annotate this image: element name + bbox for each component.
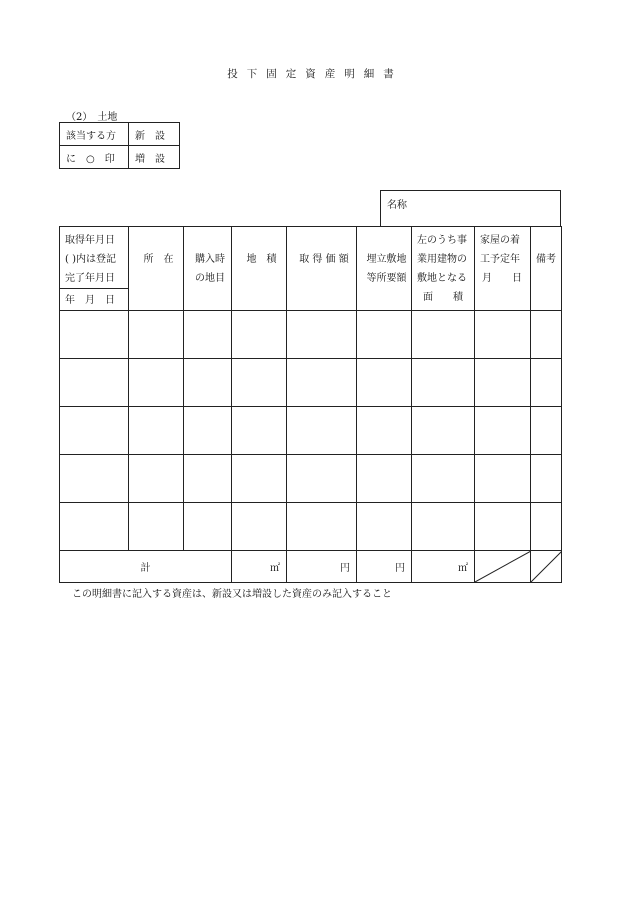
name-box[interactable] [380, 190, 561, 227]
cell[interactable] [184, 455, 232, 503]
cell[interactable] [129, 359, 184, 407]
construction-line1: 家屋の着 [480, 235, 520, 246]
cell[interactable] [475, 311, 531, 359]
cell[interactable] [232, 311, 287, 359]
date-line3: 完了年月日 [65, 273, 115, 284]
cell[interactable] [60, 455, 129, 503]
col-header-location [129, 227, 184, 311]
reclaim-line2: 等所要額 [366, 273, 407, 284]
checkbox-label-line1: 該当する方 [60, 123, 129, 146]
cell[interactable] [531, 311, 562, 359]
cell[interactable] [232, 407, 287, 455]
option-new[interactable]: 新 設 [129, 123, 180, 146]
cell[interactable] [60, 359, 129, 407]
cell[interactable] [287, 455, 357, 503]
remarks-label: 備考 [536, 254, 556, 265]
construction-line3: 月 日 [482, 273, 522, 284]
location-label: 所 在 [143, 254, 174, 265]
cell[interactable] [232, 359, 287, 407]
total-area-unit[interactable]: ㎡ [232, 551, 287, 583]
cell[interactable] [184, 311, 232, 359]
cell[interactable] [129, 503, 184, 551]
cell[interactable] [357, 455, 412, 503]
cell[interactable] [287, 407, 357, 455]
land-use-line1: 購入時 [195, 254, 225, 265]
cell[interactable] [129, 311, 184, 359]
cell[interactable] [412, 311, 475, 359]
cell[interactable] [287, 311, 357, 359]
checkbox-label-line2: に ○ 印 [60, 146, 129, 169]
cell[interactable] [357, 503, 412, 551]
option-expand[interactable]: 増 設 [129, 146, 180, 169]
cell[interactable] [412, 455, 475, 503]
cell[interactable] [60, 503, 129, 551]
cell[interactable] [531, 359, 562, 407]
date-line2: ( )内は登記 [65, 254, 116, 265]
cell[interactable] [60, 311, 129, 359]
cell[interactable] [60, 407, 129, 455]
business-line2: 業用建物の [417, 254, 467, 265]
cell[interactable] [412, 359, 475, 407]
cell[interactable] [129, 455, 184, 503]
cell[interactable] [357, 311, 412, 359]
table-row [60, 503, 562, 551]
table-row [60, 455, 562, 503]
total-price-unit[interactable]: 円 [287, 551, 357, 583]
business-line4: 面 積 [423, 292, 463, 303]
col-header-date [60, 227, 129, 289]
cell[interactable] [232, 455, 287, 503]
total-business-unit[interactable]: ㎡ [412, 551, 475, 583]
col-header-business-area [412, 227, 475, 311]
cell[interactable] [531, 455, 562, 503]
cell[interactable] [357, 407, 412, 455]
checkbox-table [59, 122, 180, 169]
business-line3: 敷地となる [417, 273, 467, 284]
col-header-date-sub: 年 月 日 [60, 289, 129, 311]
cell[interactable] [475, 359, 531, 407]
table-row [60, 311, 562, 359]
cell[interactable] [184, 407, 232, 455]
name-label: 名称 [387, 200, 407, 211]
footnote: この明細書に記入する資産は、新設又は増設した資産のみ記入すること [72, 589, 392, 600]
col-header-land-use [184, 227, 232, 311]
price-label: 取 得 価 額 [299, 254, 349, 265]
land-use-line2: の地目 [195, 273, 225, 284]
col-header-construction [475, 227, 531, 311]
cell[interactable] [412, 503, 475, 551]
cell[interactable] [232, 503, 287, 551]
cell[interactable] [357, 359, 412, 407]
date-line1: 取得年月日 [65, 235, 115, 246]
document-title: 投下固定資産明細書 [227, 68, 403, 80]
cell[interactable] [287, 359, 357, 407]
col-header-remarks [531, 227, 562, 311]
col-header-price [287, 227, 357, 311]
col-header-area [232, 227, 287, 311]
col-header-reclaim [357, 227, 412, 311]
cell[interactable] [475, 455, 531, 503]
business-line1: 左のうち事 [417, 235, 467, 246]
cell[interactable] [531, 503, 562, 551]
diagonal-line [475, 551, 531, 582]
diagonal-cell [475, 551, 531, 583]
reclaim-line1: 埋立敷地 [366, 254, 407, 265]
table-row [60, 359, 562, 407]
diagonal-cell [531, 551, 562, 583]
cell[interactable] [475, 503, 531, 551]
section-label: （2） 土地 [66, 112, 118, 123]
cell[interactable] [287, 503, 357, 551]
total-row [60, 551, 562, 583]
cell[interactable] [475, 407, 531, 455]
cell[interactable] [412, 407, 475, 455]
table-row [60, 407, 562, 455]
land-detail-table [59, 226, 562, 583]
total-label: 計 [60, 551, 232, 583]
construction-line2: 工予定年 [480, 254, 520, 265]
cell[interactable] [184, 359, 232, 407]
diagonal-line [531, 551, 562, 582]
cell[interactable] [129, 407, 184, 455]
cell[interactable] [184, 503, 232, 551]
total-reclaim-unit[interactable]: 円 [357, 551, 412, 583]
area-label: 地 積 [246, 254, 277, 265]
cell[interactable] [531, 407, 562, 455]
